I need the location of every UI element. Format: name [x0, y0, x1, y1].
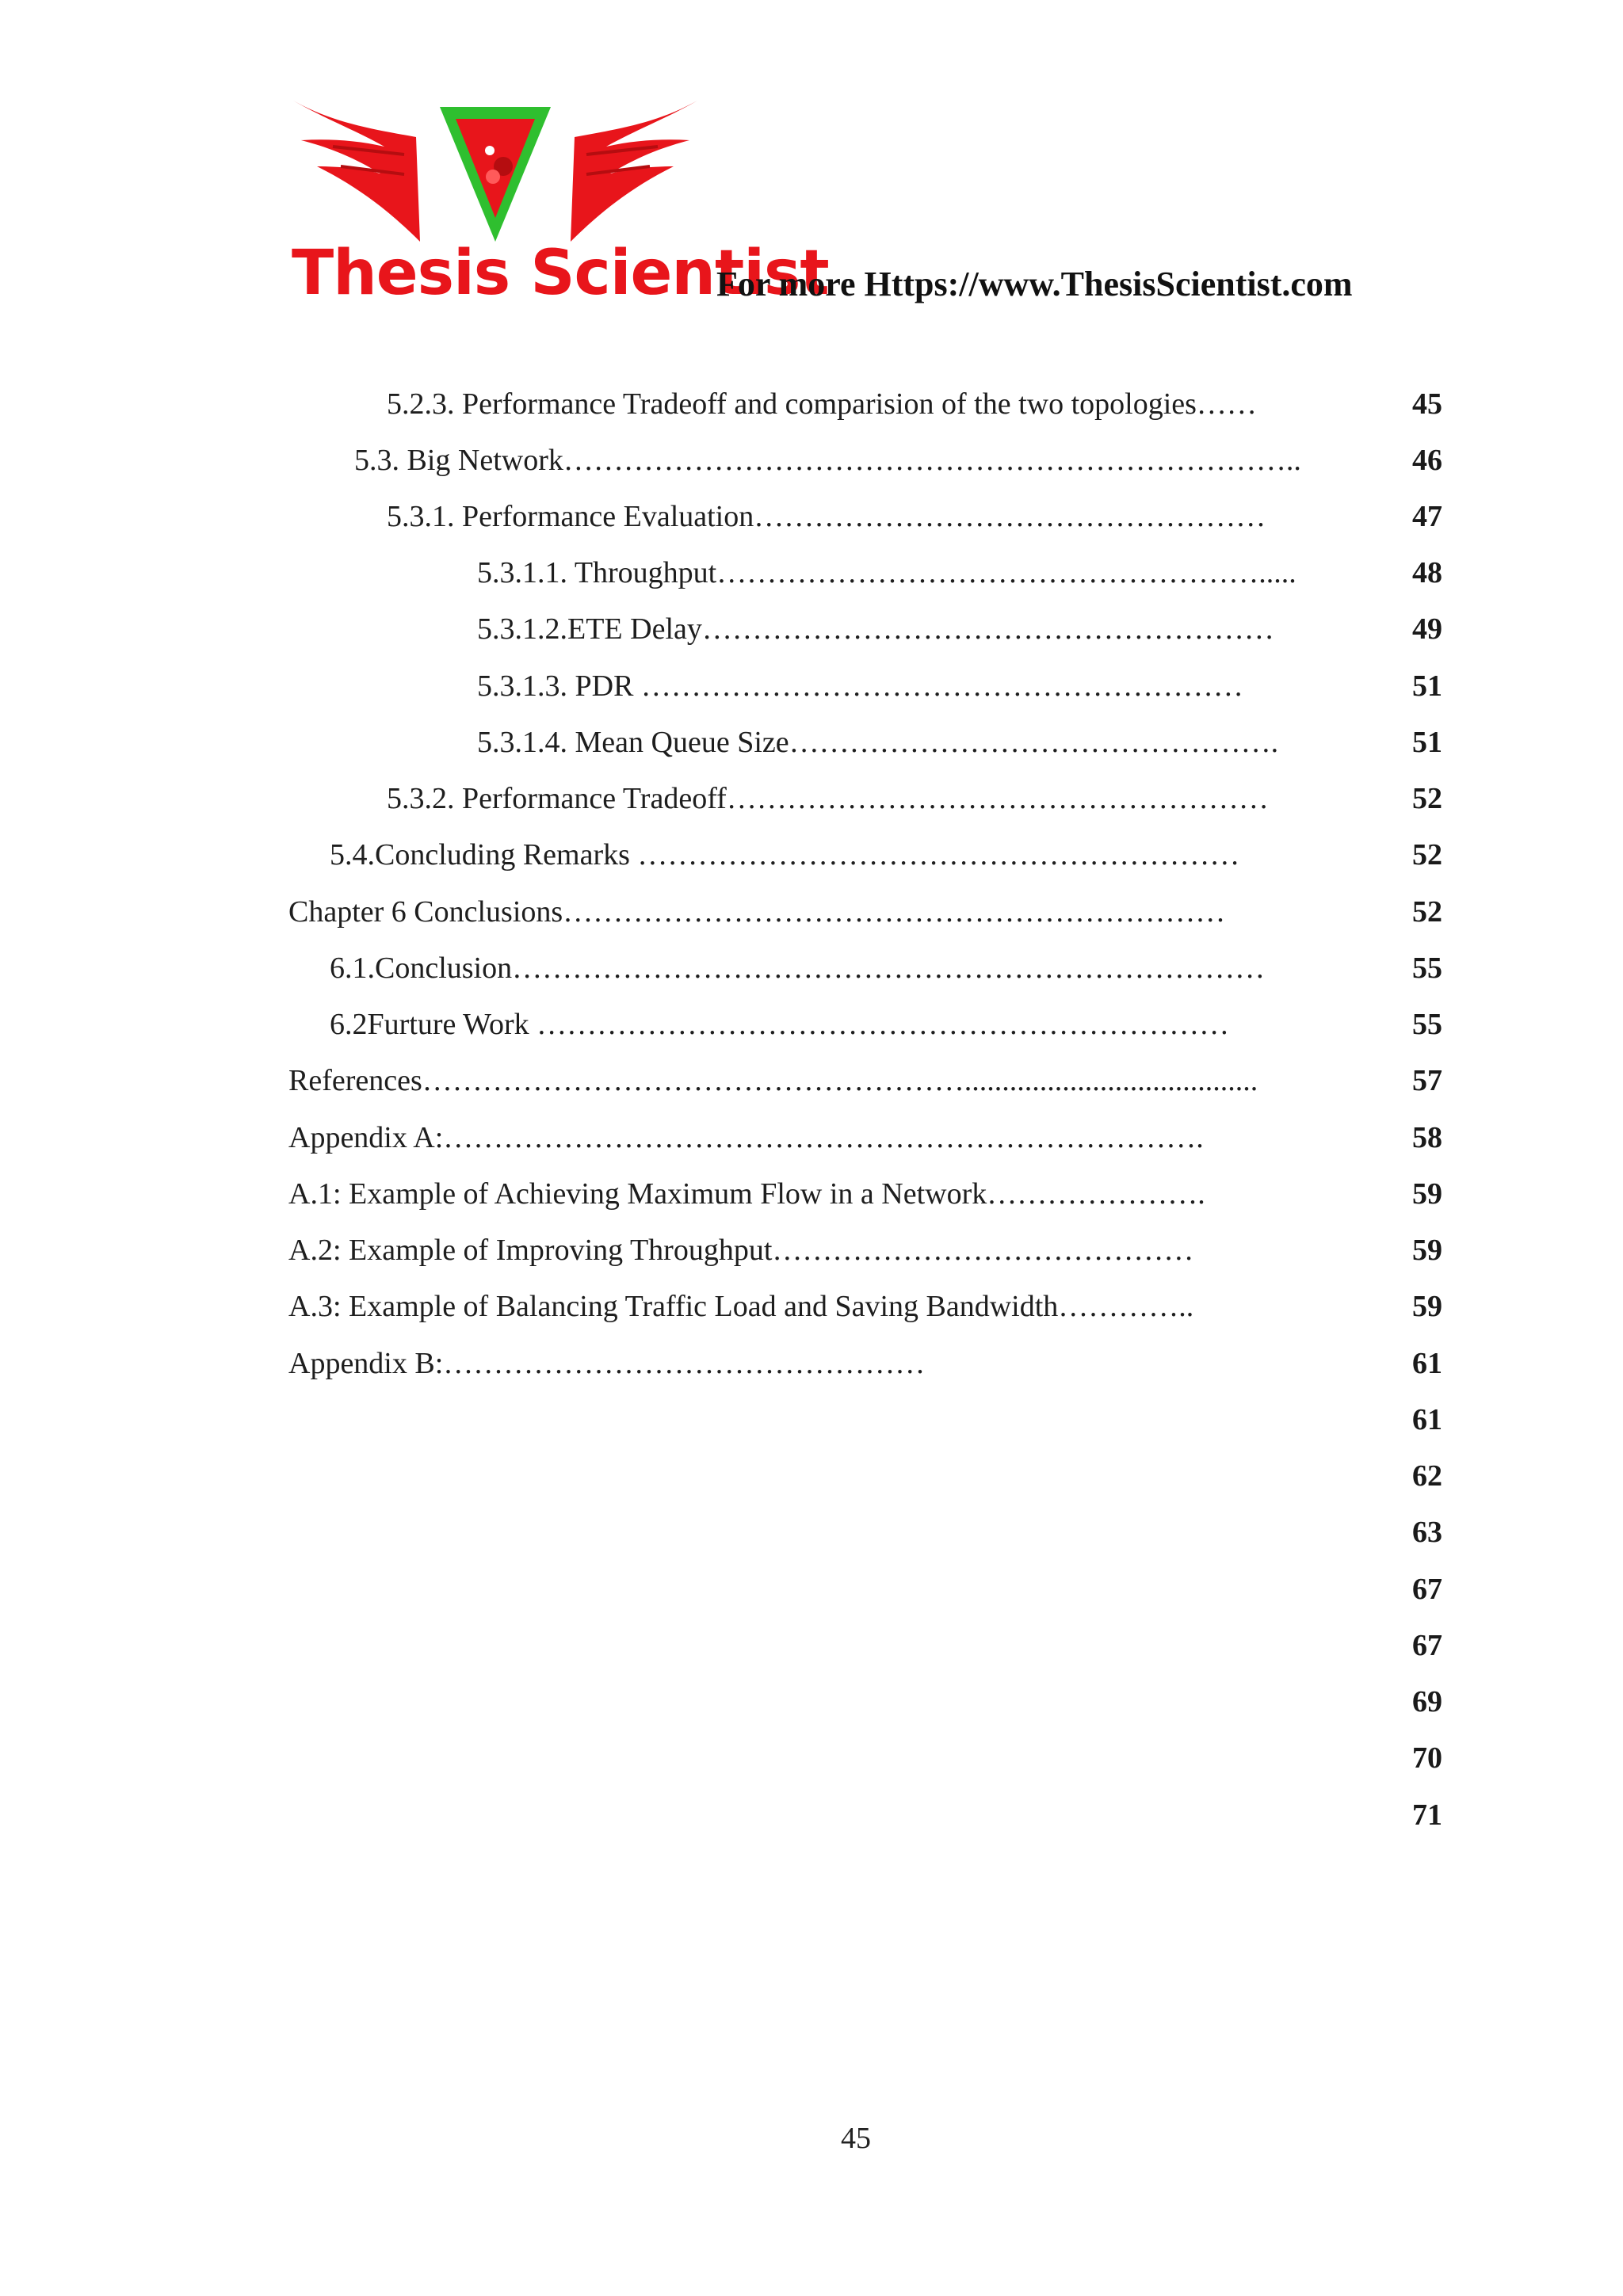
toc-page-number: 55 — [1412, 952, 1442, 985]
toc-entry[interactable]: 5.3.1.2.ETE Delay………………………………………………… — [477, 612, 1274, 646]
toc-page-number: 69 — [1412, 1685, 1442, 1718]
toc-entry[interactable]: A.2: Example of Improving Throughput…………………………………… — [288, 1234, 1194, 1267]
toc-page-number: 57 — [1412, 1064, 1442, 1097]
toc-page-number: 47 — [1412, 500, 1442, 533]
toc-page-number: 59 — [1412, 1234, 1442, 1267]
toc-entry[interactable]: 6.2Furture Work …………………………………………………………… — [330, 1008, 1230, 1041]
toc-page-number: 67 — [1412, 1629, 1442, 1662]
toc-page-number: 49 — [1412, 612, 1442, 646]
toc-page-number: 52 — [1412, 838, 1442, 871]
toc-page-number: 71 — [1412, 1798, 1442, 1832]
toc-page-number: 67 — [1412, 1573, 1442, 1606]
toc-page-number: 61 — [1412, 1403, 1442, 1436]
toc-page-number: 62 — [1412, 1459, 1442, 1493]
toc-page-number: 59 — [1412, 1290, 1442, 1323]
toc-page-number: 63 — [1412, 1516, 1442, 1549]
thesis-scientist-logo — [285, 91, 829, 313]
toc-entry[interactable]: 6.1.Conclusion………………………………………………………………… — [330, 952, 1266, 985]
winged-triangle-emblem-icon — [285, 91, 705, 250]
toc-entry[interactable]: 5.4.Concluding Remarks …………………………………………………… — [330, 838, 1240, 871]
toc-entry[interactable]: 5.3.2. Performance Tradeoff……………………………………………… — [387, 782, 1269, 815]
toc-page-number: 70 — [1412, 1741, 1442, 1775]
toc-page-number: 59 — [1412, 1177, 1442, 1211]
toc-entry[interactable]: 5.3.1.1. Throughput………………………………………………..... — [477, 556, 1296, 589]
toc-page-number: 51 — [1412, 669, 1442, 703]
toc-page-number: 46 — [1412, 444, 1442, 477]
toc-entry[interactable]: 5.2.3. Performance Tradeoff and comparision of the two topologies…… — [387, 387, 1257, 421]
toc-page-number: 45 — [1412, 387, 1442, 421]
toc-entry[interactable]: 5.3.1. Performance Evaluation…………………………………………… — [387, 500, 1266, 533]
toc-entry[interactable]: 5.3.1.4. Mean Queue Size…………………………………………. — [477, 726, 1279, 759]
toc-entry[interactable]: Appendix A:…………………………………………………………………. — [288, 1121, 1204, 1154]
toc-entry[interactable]: 5.3. Big Network……………………………………………………………….. — [354, 444, 1301, 477]
toc-entry[interactable]: 5.3.1.3. PDR …………………………………………………… — [477, 669, 1243, 703]
toc-page-number: 58 — [1412, 1121, 1442, 1154]
toc-entry[interactable]: A.3: Example of Balancing Traffic Load and Saving Bandwidth………….. — [288, 1290, 1194, 1323]
page-footer-number: 45 — [841, 2122, 871, 2155]
toc-page-number: 55 — [1412, 1008, 1442, 1041]
toc-page-number: 52 — [1412, 782, 1442, 815]
toc-page-number: 51 — [1412, 726, 1442, 759]
toc-entry[interactable]: Chapter 6 Conclusions………………………………………………………… — [288, 895, 1226, 929]
toc-entry[interactable]: Appendix B:………………………………………… — [288, 1347, 926, 1380]
toc-page-number: 61 — [1412, 1347, 1442, 1380]
toc-page-number: 48 — [1412, 556, 1442, 589]
website-link[interactable]: For more Https://www.ThesisScientist.com — [716, 265, 1353, 303]
toc-entry[interactable]: A.1: Example of Achieving Maximum Flow in a Network…………………. — [288, 1177, 1205, 1211]
toc-page-number: 52 — [1412, 895, 1442, 929]
toc-entry[interactable]: References………………………………………………....................................... — [288, 1064, 1258, 1097]
brand-name: Thesis Scientist — [292, 238, 829, 309]
